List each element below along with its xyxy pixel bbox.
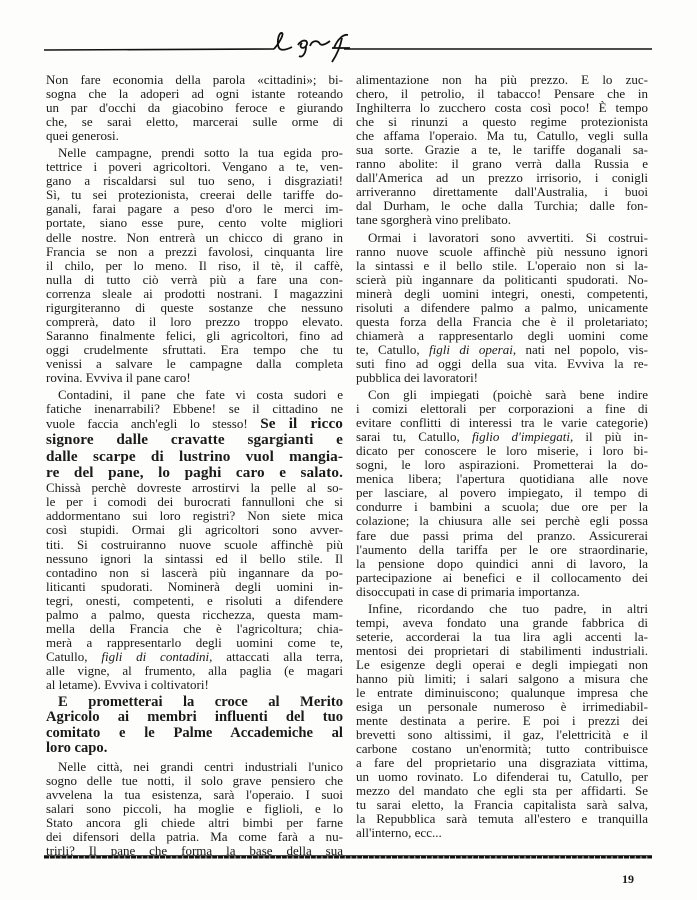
paragraph [46, 73, 343, 143]
text-line: sua sorte. Grazie a te, le tariffe doganali sa- [356, 142, 648, 158]
italic-text: figli di contadini [101, 648, 210, 664]
text-line: addormentano sui loro registri? Non siete mica [46, 508, 343, 524]
text-line: Le esigenze degli operai e degli impiegati non [356, 656, 648, 672]
text-line: Contadini, il pane che fate vi costa sudori e [58, 387, 343, 403]
text-line: Con gli impiegati (poichè sarà bene indire [368, 387, 648, 403]
paragraph [46, 760, 343, 858]
text-line: sogno delle tue notti, il solo grave pensiero che [46, 772, 343, 788]
text-line: che si rinunzi a questo regime protezionista [356, 114, 648, 130]
text-line: risoluti a difendere palmo a palmo, unicamente [356, 299, 648, 315]
text-line: loro capo. [46, 740, 108, 757]
paragraph [46, 388, 343, 692]
text-line: Sì, tu sei protezionista, creerai delle tariffe do- [46, 187, 343, 203]
text-line: disoccupati in case di primaria importanza. [356, 583, 580, 599]
text-line: ranno abolite: il grano verrà dalla Russia e [356, 156, 648, 172]
text-line: nulla di tutto ciò verrà più a fare una con- [46, 271, 343, 287]
text-line: trirli? Il pane che forma la base della sua [46, 842, 343, 858]
text-line: fatiche inenarrabili? Ebbene! se il cittadino ne [46, 401, 343, 417]
text-line: ganali, farai pagare a peso d'oro le merci im- [46, 201, 343, 217]
text-line: Nelle città, nei grandi centri industriali l'unico [58, 758, 343, 774]
text-line: titi. Si costruiranno nuove scuole affinchè più [46, 536, 343, 552]
text-segment: sarai tu, Catullo, [356, 429, 472, 445]
paragraph [356, 388, 648, 599]
text-segment: , nati nel popolo, vis- [512, 341, 648, 357]
paragraph [356, 73, 648, 228]
text-line: dei difensori della patria. Ma come farà a nu- [46, 828, 343, 844]
text-line: la sintassi e il bello stile. L'operaio non si la- [356, 257, 648, 273]
bold-text: signore dalle cravatte sgargianti e [46, 431, 343, 449]
text-line: portate, siano esse pure, cento volte migliori [46, 215, 343, 231]
text-line: partecipazione ai benefici e il collocamento dei [356, 569, 648, 585]
bold-text: Se il ricco [260, 415, 344, 433]
text-line: sogna che la adoperi ad ogni istante roteando [46, 86, 343, 102]
text-segment: vuole faccia anch'egli lo stesso! [46, 416, 261, 432]
paragraph [356, 602, 648, 841]
text-line: comprerà, dato il loro prezzo troppo elevato. [46, 313, 343, 329]
text-line: al letame). Evviva i coltivatori! [46, 676, 209, 692]
text-line: per lasciare, al povero impiegato, il tempo di [356, 485, 648, 501]
text-line: carbone costano un'enormità; tutto contribuisce [356, 741, 648, 757]
text-line [46, 449, 343, 465]
bold-text: dalle scarpe di lustrino vuol mangia- [46, 447, 343, 465]
text-line: pubblica dei lavoratori! [356, 369, 479, 385]
text-line: Infine, ricordando che tuo padre, in altri [368, 600, 648, 616]
text-line: Ormai i lavoratori sono avvertiti. Si costrui- [368, 229, 648, 245]
text-line: venissi a salvare le campagne dalla completa [46, 355, 343, 371]
text-line: Non fare economia della parola «cittadini»; bi- [46, 72, 343, 87]
text-line: suti fino ad oggi della sua vita. Evviva la re- [356, 355, 648, 371]
text-line [46, 650, 343, 664]
text-line: Stato ancora gli chiede altri bimbi per farne [46, 814, 343, 830]
text-line: Nelle campagne, prendi sotto la tua egida pro- [58, 145, 343, 161]
text-line: l'aumento della tariffa per le ore straordinarie, [356, 541, 648, 557]
text-line: tane sgorgherà vino prelibato. [356, 212, 511, 228]
text-line: le entrate diminuiscono; qualunque impresa che [356, 685, 648, 701]
text-line: Inghilterra lo zucchero costa così poco! È tempo [356, 100, 648, 116]
text-line [356, 430, 648, 444]
text-line: ranno nuove scuole affinchè più nessuno ignori [356, 243, 648, 259]
text-line: minerà degli uomini integri, onesti, competenti, [356, 285, 648, 301]
header-ornament [44, 28, 652, 68]
text-line: nessuno ignori la sintassi ed il bello stile. Il [46, 550, 343, 566]
text-line: liticanti spudorati. Nominerà degli uomini in- [46, 578, 343, 594]
text-line: contadino non si lascerà più ingannare da po- [46, 564, 343, 580]
text-line: tegri, onesti, competenti, e risoluti a difendere [46, 592, 343, 608]
text-line: mentosi dei proprietari di stabilimenti industriali. [356, 642, 648, 658]
text-line: brevetti sono altissimi, il gaz, l'elettricità e il [356, 727, 648, 743]
text-line: salari sono piccoli, ha moglie e figlioli, e lo [46, 800, 343, 816]
paragraph [356, 231, 648, 386]
text-line [356, 343, 648, 357]
text-column-left [46, 73, 343, 861]
text-line: seterie, accorderai la tua lira agli accenti la- [356, 628, 648, 644]
page-number: 19 [622, 872, 634, 886]
text-line: che affama l'operaio. Ma tu, Catullo, vegli sulla [356, 128, 648, 144]
text-line: rovina. Evviva il pane caro! [46, 369, 191, 385]
text-line: arriveranno direttamente dall'Australia, i buoi [356, 184, 648, 200]
text-line: hanno più limiti; i salari salgono a misura che [356, 670, 648, 686]
text-line [46, 416, 343, 432]
text-line: palmo a palmo, questa ricchezza, questa mam- [46, 606, 343, 622]
text-line: quei generosi. [46, 128, 119, 144]
text-line: sogni, le loro aspirazioni. Prometterai la do- [356, 457, 648, 473]
text-line: alimentazione non ha più prezzo. E lo zuc- [356, 72, 648, 87]
text-line: Agricolo ai membri influenti del tuo [46, 709, 343, 726]
text-segment: Catullo, [46, 648, 102, 664]
text-line: mente destinata a perire. E poi i prezzi dei [356, 713, 648, 729]
text-line: fare due passi prima del pranzo. Assicurerai [356, 527, 648, 543]
text-line: rigurgiteranno di queste sostanze che nessuno [46, 299, 343, 315]
text-line: tettrice i poveri agricoltori. Vengano a te, ven- [46, 159, 343, 175]
text-line: i comizi elettorali per corporazioni a fine di [356, 401, 648, 417]
text-line [46, 465, 343, 481]
text-line: menica libera; l'apertura quotidiana alle nove [356, 471, 648, 487]
text-line: il chilo, per lo meno. Il riso, il tè, il caffè, [46, 257, 343, 273]
bold-paragraph [46, 695, 343, 757]
text-line: dicato per conoscere le loro miserie, i loro bi- [356, 443, 648, 459]
text-line: delle nostre. Non entrerà un chicco di grano in [46, 229, 343, 245]
text-line: questa forza della Francia che è il proletariato; [356, 313, 648, 329]
text-line: all'interno, ecc... [356, 825, 442, 841]
text-line: dall'America ad un prezzo irrisorio, i conigli [356, 170, 648, 186]
text-line: gano a riscaldarsi sul tuo seno, i disgraziati! [46, 173, 343, 189]
text-line: alle vigne, al frumento, alla paglia (e magari [46, 662, 343, 678]
text-line: oggi crudelmente sfruttati. Era tempo che tu [46, 341, 343, 357]
text-line: tempi, aveva fondato una grande fabbrica di [356, 614, 648, 630]
text-line: che, se sarai eletto, marcerai sulle orme di [46, 114, 343, 130]
monogram-rule-icon [44, 28, 652, 68]
text-line: esiga un personale numeroso è irrimediabil- [356, 699, 648, 715]
text-line: a fare del proprietario una disgraziata vittima, [356, 755, 648, 771]
paragraph [46, 146, 343, 385]
text-line: evitare conflitti di interessi tra le varie categorie) [356, 415, 648, 431]
text-line: un par d'occhi da giacobino feroce e giurando [46, 100, 343, 116]
text-line: avvelena la tua esistenza, sarà l'operaio. I suoi [46, 786, 343, 802]
footer-rule [44, 853, 652, 861]
text-segment: , attaccati alla terra, [209, 648, 344, 664]
text-line: E prometterai la croce al Merito [58, 694, 343, 711]
italic-text: figlio d'impiegati [471, 429, 570, 445]
text-line: chiamerà a rappresentarlo degli uomini come [356, 327, 648, 343]
text-line: le per i comodi dei burocrati fannulloni che si [46, 494, 343, 510]
bold-text: re del pane, lo paghi caro e salato. [46, 464, 343, 482]
text-line: merà a rappresentarlo degli uomini come te, [46, 634, 343, 650]
text-line: un uomo rovinato. Lo difenderai tu, Catullo, per [356, 769, 648, 785]
text-line: mezzo del mandato che egli sta per affidarti. Se [356, 783, 648, 799]
text-line: la pensione dopo quindici anni di lavoro, la [356, 555, 648, 571]
text-line: chero, il petrolio, il tabacco! Pensare che in [356, 86, 648, 102]
text-line: scierà più ingannare da politicanti spudorati. No- [356, 271, 648, 287]
text-line: tu sarai eletto, la Francia capitalista sarà salva, [356, 797, 648, 813]
text-line: Saranno finalmente felici, gli agricoltori, fino ad [46, 327, 343, 343]
text-line: correnza sleale ai prodotti nostrani. I magazzini [46, 285, 343, 301]
text-line: dal Durham, le oche dalla Turchia; dalle fon- [356, 198, 648, 214]
text-line: la Repubblica sarà temuta all'estero e tranquilla [356, 811, 648, 827]
text-line: Francia se non a prezzi favolosi, cinquanta lire [46, 243, 343, 259]
text-column-right [356, 73, 648, 844]
text-line: mella della Francia che è l'agricoltura; chia- [46, 620, 343, 636]
text-line: comitato e le Palme Accademiche al [46, 724, 343, 741]
text-segment: te, Catullo, [356, 341, 429, 357]
text-line: condurre i bambini a scuola; due ore per la [356, 499, 648, 515]
text-line: colazione; la chiusura alle sei perchè egli possa [356, 513, 648, 529]
text-segment: , il più in- [569, 429, 648, 445]
text-line: Chissà perchè dovreste arrostirvi la pelle al so- [46, 480, 343, 496]
text-line [46, 432, 343, 448]
text-line: così stupidi. Ormai gli agricoltori sono avver- [46, 522, 343, 538]
italic-text: figli di operai [429, 341, 513, 357]
